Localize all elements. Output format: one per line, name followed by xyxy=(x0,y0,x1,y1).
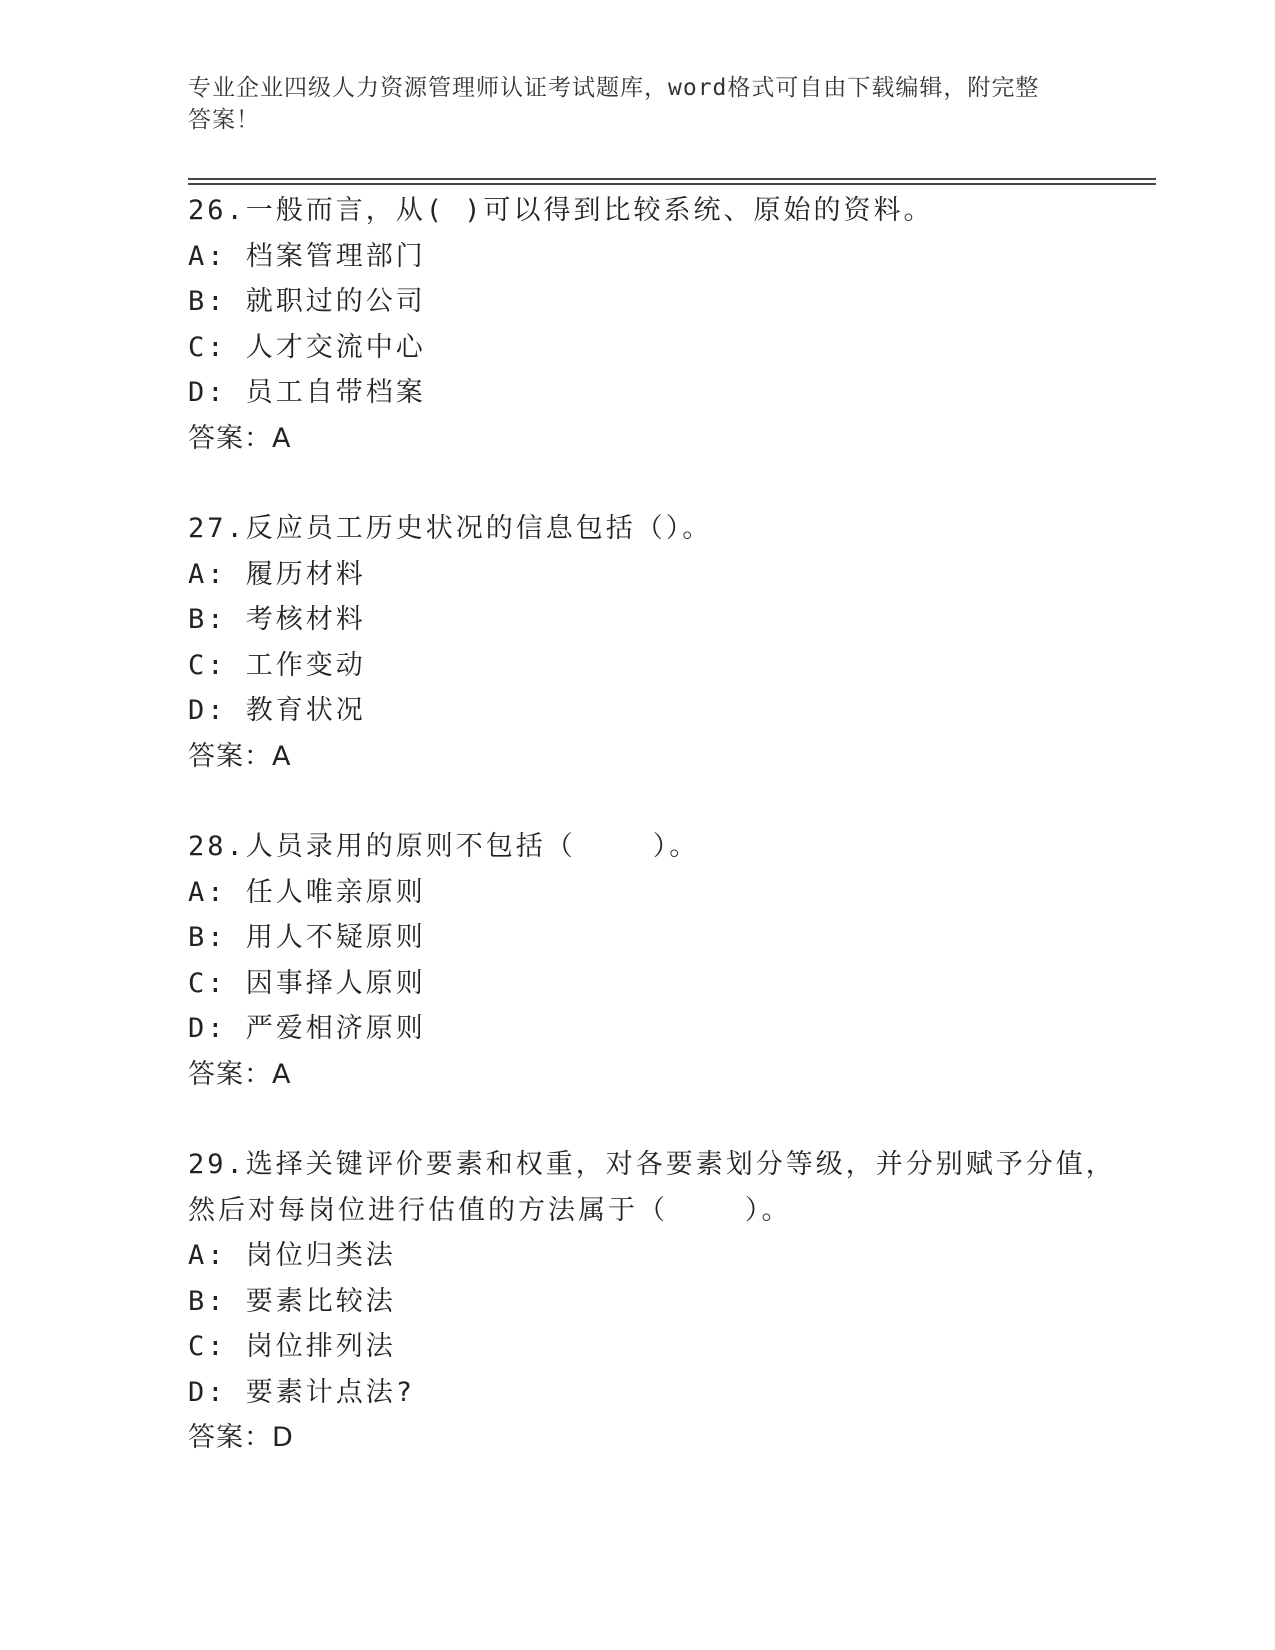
header-divider-top xyxy=(188,178,1156,180)
question-stem: 28.人员录用的原则不包括（ ）。 xyxy=(188,831,700,862)
answer-label: 答案：A xyxy=(188,422,292,454)
document-header xyxy=(188,72,1088,136)
question-stem: 26.一般而言，从( )可以得到比较系统、原始的资料。 xyxy=(188,195,934,226)
option-a: A: 档案管理部门 xyxy=(188,240,426,272)
option-c: C: 工作变动 xyxy=(188,649,366,681)
question-list xyxy=(188,188,1148,1506)
option-a: A: 履历材料 xyxy=(188,558,366,590)
answer-label: 答案：A xyxy=(188,1058,292,1090)
option-c: C: 因事择人原则 xyxy=(188,967,426,999)
answer-label: 答案：D xyxy=(188,1422,294,1453)
option-b: B: 就职过的公司 xyxy=(188,286,426,317)
option-d: D: 教育状况 xyxy=(188,695,366,726)
answer-label: 答案：A xyxy=(188,740,292,772)
question-28 xyxy=(188,824,1148,1097)
question-26 xyxy=(188,188,1148,461)
option-d: D: 要素计点法? xyxy=(188,1376,416,1408)
option-b: B: 考核材料 xyxy=(188,604,366,635)
option-c: C: 人才交流中心 xyxy=(188,331,426,363)
option-d: D: 员工自带档案 xyxy=(188,377,426,408)
header-line-2: 答案！ xyxy=(188,107,260,133)
question-stem: 27.反应员工历史状况的信息包括（）。 xyxy=(188,513,713,544)
header-line-1: 专业企业四级人力资源管理师认证考试题库，word格式可自由下载编辑，附完整 xyxy=(188,75,1040,101)
question-29 xyxy=(188,1142,1148,1461)
option-b: B: 用人不疑原则 xyxy=(188,922,426,953)
option-a: A: 岗位归类法 xyxy=(188,1240,396,1271)
question-stem-line-2: 然后对每岗位进行估值的方法属于（ ）。 xyxy=(188,1194,792,1226)
option-b: B: 要素比较法 xyxy=(188,1285,396,1317)
header-divider-bottom xyxy=(188,183,1156,185)
option-d: D: 严爱相济原则 xyxy=(188,1013,426,1044)
question-stem-line-1: 29.选择关键评价要素和权重，对各要素划分等级，并分别赋予分值， xyxy=(188,1149,1116,1180)
question-27 xyxy=(188,506,1148,779)
option-c: C: 岗位排列法 xyxy=(188,1331,396,1362)
option-a: A: 任人唯亲原则 xyxy=(188,876,426,908)
